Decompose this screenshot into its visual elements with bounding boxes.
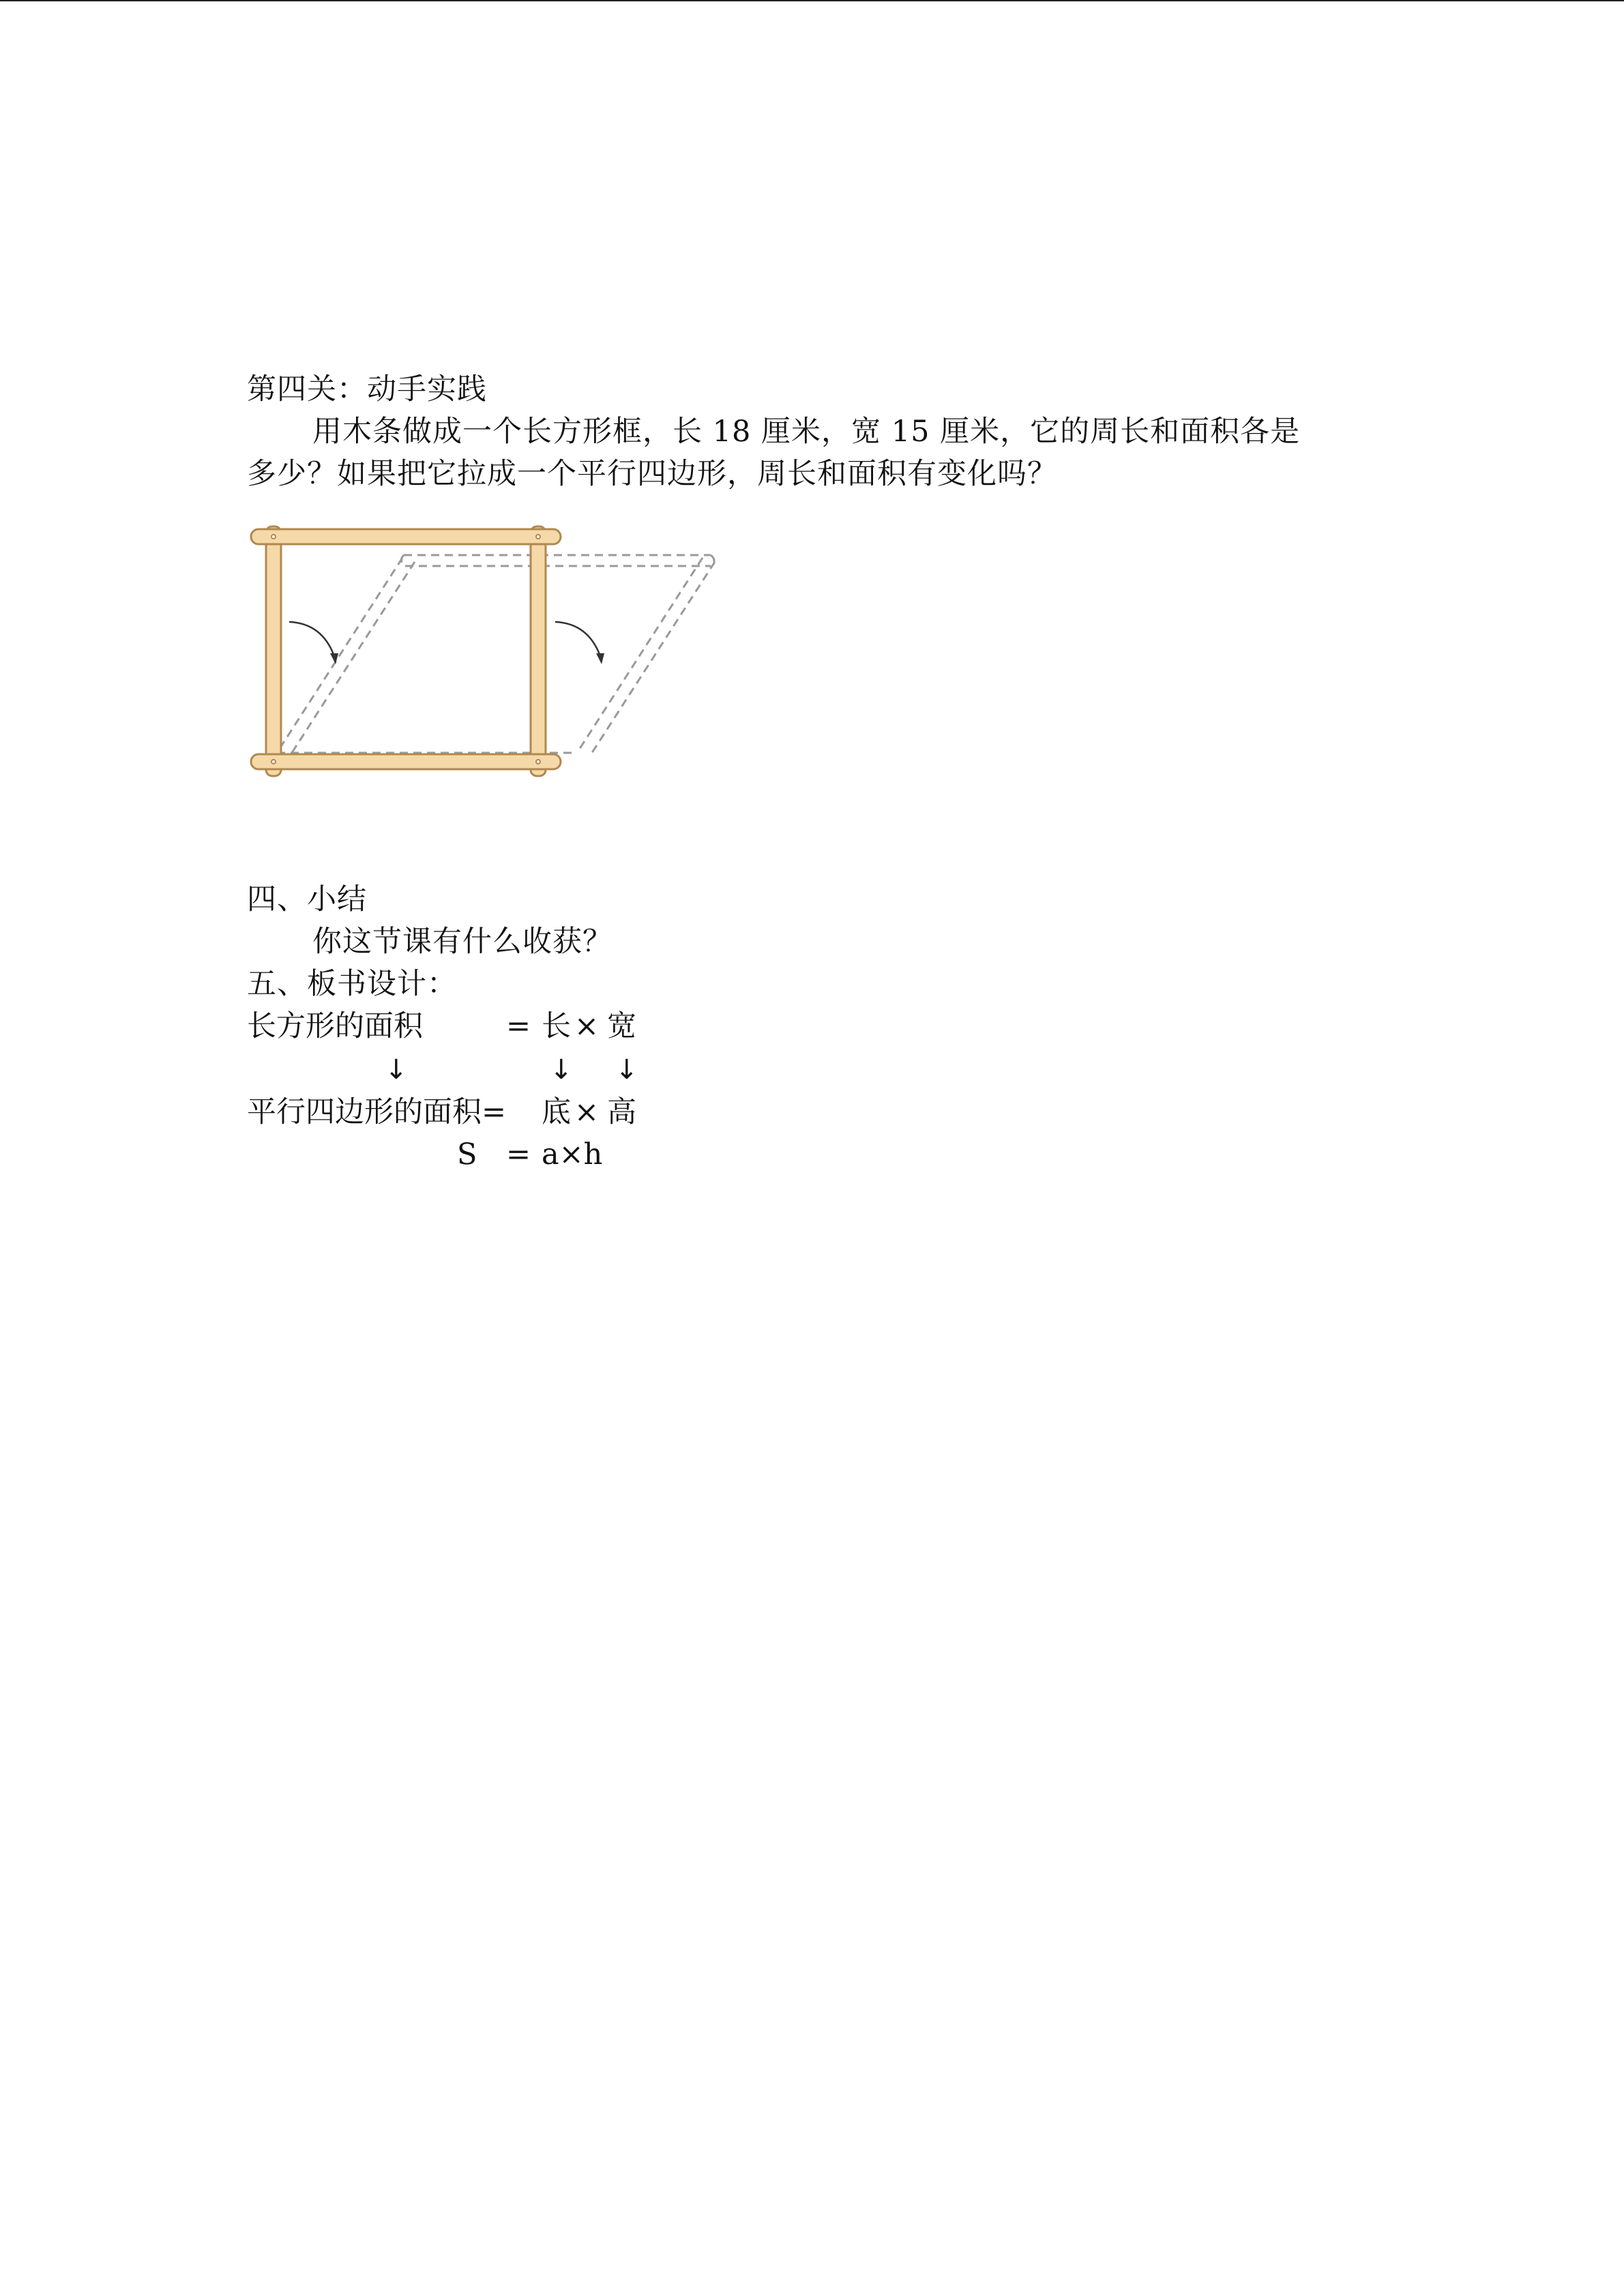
parallelogram-base: 底 bbox=[542, 1095, 571, 1129]
dashed-parallelogram bbox=[277, 555, 715, 757]
rect-equals: = bbox=[506, 1009, 531, 1043]
wooden-frame-illustration bbox=[247, 514, 724, 787]
frame-nails bbox=[271, 535, 540, 764]
arrow-down-icon: ↓ bbox=[550, 1054, 573, 1086]
formula-equals: = bbox=[506, 1137, 531, 1172]
parallelogram-area-label: 平行四边形的面积= bbox=[247, 1095, 507, 1129]
rect-area-label: 长方形的面积 bbox=[247, 1009, 423, 1043]
exercise-text-line-2: 多少？如果把它拉成一个平行四边形，周长和面积有变化吗？ bbox=[247, 457, 1057, 491]
arrow-down-icon: ↓ bbox=[615, 1054, 638, 1086]
rotate-arrow-right bbox=[555, 622, 600, 656]
exercise-text-line-1: 用木条做成一个长方形框，长 18 厘米，宽 15 厘米，它的周长和面积各是 bbox=[312, 415, 1301, 449]
arrow-down-icon: ↓ bbox=[385, 1054, 408, 1086]
parallelogram-height: 高 bbox=[607, 1095, 636, 1129]
summary-heading: 四、小结 bbox=[247, 882, 367, 916]
wooden-rectangle-frame bbox=[251, 526, 561, 776]
summary-question: 你这节课有什么收获？ bbox=[312, 925, 612, 959]
rect-length: 长 bbox=[542, 1009, 571, 1043]
formula-s: S bbox=[457, 1137, 477, 1172]
rect-width: 宽 bbox=[607, 1009, 636, 1043]
board-heading: 五、板书设计： bbox=[247, 967, 457, 1001]
formula-rhs: a×h bbox=[542, 1137, 603, 1172]
rect-times: × bbox=[574, 1009, 600, 1043]
rotate-arrow-left bbox=[289, 622, 334, 656]
exercise-heading: 第四关：动手实践 bbox=[247, 372, 487, 406]
parallelogram-times: × bbox=[574, 1095, 600, 1129]
